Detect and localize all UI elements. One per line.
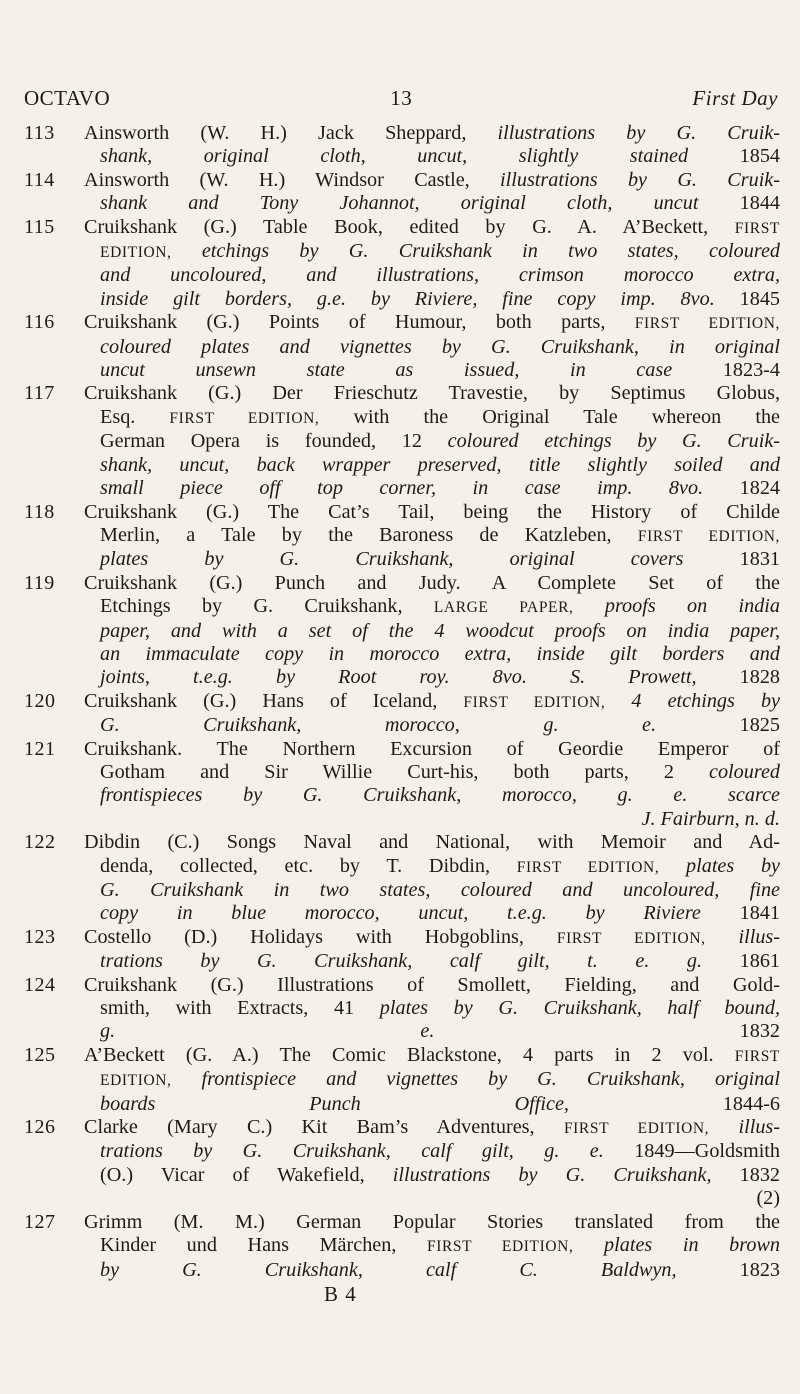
- lot-number: 115: [24, 215, 55, 238]
- description-line: EDITION, frontispiece and vignettes by G. Cruikshank, original: [100, 1068, 781, 1091]
- lot-description: [84, 572, 780, 690]
- lot-description: [84, 690, 780, 738]
- description-line: Dibdin (C.) Songs Naval and National, with Memoir and Ad-: [84, 831, 780, 854]
- lot-list: [24, 122, 780, 1307]
- lot-description: [84, 1211, 780, 1282]
- description-line: plates by G. Cruikshank, original covers 1831: [100, 548, 780, 571]
- description-line: shank, uncut, back wrapper preserved, title slightly soiled and: [100, 453, 780, 476]
- lot-description: [84, 926, 780, 974]
- description-line: Cruikshank (G.) Table Book, edited by G. A. A’Beckett, FIRST: [84, 215, 780, 238]
- description-line: (O.) Vicar of Wakefield, illustrations by G. Cruikshank, 1832: [100, 1163, 781, 1186]
- lot-number: 125: [24, 1043, 56, 1066]
- signature-mark: B 4: [324, 1281, 357, 1306]
- lot-entry: [24, 1044, 780, 1116]
- lot-entry: [24, 1211, 780, 1282]
- description-line: G. Cruikshank in two states, coloured and uncoloured, fine: [100, 879, 780, 901]
- description-line: Cruikshank (G.) Illustrations of Smollett, Fielding, and Gold-: [84, 973, 780, 996]
- lot-number: 127: [24, 1210, 56, 1233]
- lot-entry: [24, 572, 780, 690]
- lot-number: 126: [24, 1116, 56, 1139]
- lot-entry: [24, 122, 780, 169]
- lot-number: 123: [24, 925, 56, 948]
- lot-number: 113: [24, 122, 55, 144]
- description-line: g. e. 1832: [100, 1020, 780, 1043]
- lot-description: [84, 311, 780, 382]
- lot-number: 114: [24, 168, 55, 191]
- description-line: Gotham and Sir Willie Curt-his, both parts, 2 coloured: [100, 760, 780, 783]
- description-line: Grimm (M. M.) German Popular Stories translated from the: [84, 1210, 780, 1233]
- lot-entry: [24, 831, 780, 926]
- description-line: Clarke (Mary C.) Kit Bam’s Adventures, FIRST EDITION, illus-: [84, 1116, 780, 1139]
- description-line: (2): [756, 1187, 780, 1210]
- lot-entry: [24, 169, 780, 216]
- description-line: small piece off top corner, in case imp. 8vo. 1824: [100, 477, 781, 500]
- description-line: Esq. FIRST EDITION, with the Original Tale whereon the: [100, 405, 780, 428]
- lot-description: [84, 501, 780, 572]
- lot-entry: [24, 738, 780, 832]
- lot-number: 121: [24, 737, 56, 760]
- description-line: uncut unsewn state as issued, in case 1823-4: [100, 359, 780, 382]
- description-line: joints, t.e.g. by Root roy. 8vo. S. Prowett, 1828: [100, 666, 781, 689]
- description-line: Ainsworth (W. H.) Windsor Castle, illustrations by G. Cruik-: [84, 168, 780, 191]
- lot-number: 124: [24, 973, 56, 996]
- description-line: Cruikshank (G.) Punch and Judy. A Complete Set of the: [84, 571, 780, 594]
- description-line: trations by G. Cruikshank, calf gilt, g. e. 1849—Goldsmith: [100, 1140, 781, 1163]
- lot-description: [84, 831, 780, 926]
- description-line: J. Fairburn, n. d.: [641, 807, 780, 830]
- lot-description: [84, 122, 780, 169]
- lot-description: [84, 1116, 780, 1211]
- description-line: G. Cruikshank, morocco, g. e. 1825: [100, 714, 780, 737]
- description-line: German Opera is founded, 12 coloured etchings by G. Cruik-: [100, 430, 781, 453]
- lot-description: [84, 974, 780, 1044]
- lot-number: 122: [24, 831, 56, 854]
- description-line: Costello (D.) Holidays with Hobgoblins, FIRST EDITION, illus-: [84, 925, 780, 948]
- lot-entry: [24, 216, 780, 312]
- description-line: Cruikshank (G.) Hans of Iceland, FIRST EDITION, 4 etchings by: [84, 689, 781, 712]
- description-line: Kinder und Hans Märchen, FIRST EDITION, plates in brown: [100, 1234, 781, 1257]
- description-line: trations by G. Cruikshank, calf gilt, t. e. g. 1861: [100, 950, 781, 973]
- description-line: shank, original cloth, uncut, slightly stained 1854: [100, 145, 781, 168]
- lot-number: 118: [24, 500, 55, 523]
- description-line: an immaculate copy in morocco extra, inside gilt borders and: [100, 642, 780, 665]
- description-line: Cruikshank (G.) The Cat’s Tail, being the History of Childe: [84, 500, 780, 523]
- lot-entry: [24, 690, 780, 738]
- description-line: EDITION, etchings by G. Cruikshank in two states, coloured: [100, 240, 781, 263]
- description-line: by G. Cruikshank, calf C. Baldwyn, 1823: [100, 1258, 781, 1281]
- lot-entry: [24, 501, 780, 572]
- sale-day-heading: First Day: [692, 86, 778, 110]
- page-header: [24, 86, 778, 111]
- lot-number: 120: [24, 689, 56, 712]
- description-line: inside gilt borders, g.e. by Riviere, fine copy imp. 8vo. 1845: [100, 287, 781, 310]
- lot-entry: [24, 974, 780, 1044]
- format-heading: OCTAVO: [24, 86, 111, 110]
- description-line: paper, and with a set of the 4 woodcut proofs on india paper,: [100, 619, 780, 642]
- description-line: smith, with Extracts, 41 plates by G. Cruikshank, half bound,: [100, 997, 781, 1020]
- description-line: Merlin, a Tale by the Baroness de Katzleben, FIRST EDITION,: [100, 523, 781, 546]
- lot-description: [84, 1044, 780, 1116]
- description-line: and uncoloured, and illustrations, crimson morocco extra,: [100, 264, 780, 287]
- description-line: copy in blue morocco, uncut, t.e.g. by Riviere 1841: [100, 902, 780, 925]
- description-line: Cruikshank. The Northern Excursion of Geordie Emperor of: [84, 737, 780, 760]
- description-line: A’Beckett (G. A.) The Comic Blackstone, 4 parts in 2 vol. FIRST: [84, 1043, 780, 1066]
- lot-description: [84, 169, 780, 216]
- lot-description: [84, 382, 780, 500]
- description-line: Cruikshank (G.) Points of Humour, both parts, FIRST EDITION,: [84, 311, 780, 334]
- lot-description: [84, 738, 780, 832]
- description-line: denda, collected, etc. by T. Dibdin, FIRST EDITION, plates by: [100, 854, 781, 877]
- page-number: 13: [390, 86, 413, 110]
- description-line: boards Punch Office, 1844-6: [100, 1092, 780, 1115]
- lot-number: 119: [24, 571, 55, 594]
- lot-entry: [24, 926, 780, 974]
- lot-description: [84, 216, 780, 312]
- lot-number: 117: [24, 382, 55, 405]
- description-line: Ainsworth (W. H.) Jack Sheppard, illustrations by G. Cruik-: [84, 122, 780, 144]
- lot-entry: [24, 382, 780, 500]
- description-line: Etchings by G. Cruikshank, LARGE PAPER, proofs on india: [100, 595, 780, 618]
- lot-number: 116: [24, 311, 55, 334]
- description-line: coloured plates and vignettes by G. Cruikshank, in original: [100, 335, 780, 358]
- description-line: shank and Tony Johannot, original cloth, uncut 1844: [100, 192, 781, 215]
- lot-entry: [24, 1116, 780, 1211]
- description-line: frontispieces by G. Cruikshank, morocco, g. e. scarce: [100, 784, 780, 807]
- description-line: Cruikshank (G.) Der Frieschutz Travestie, by Septimus Globus,: [84, 382, 780, 405]
- lot-entry: [24, 311, 780, 382]
